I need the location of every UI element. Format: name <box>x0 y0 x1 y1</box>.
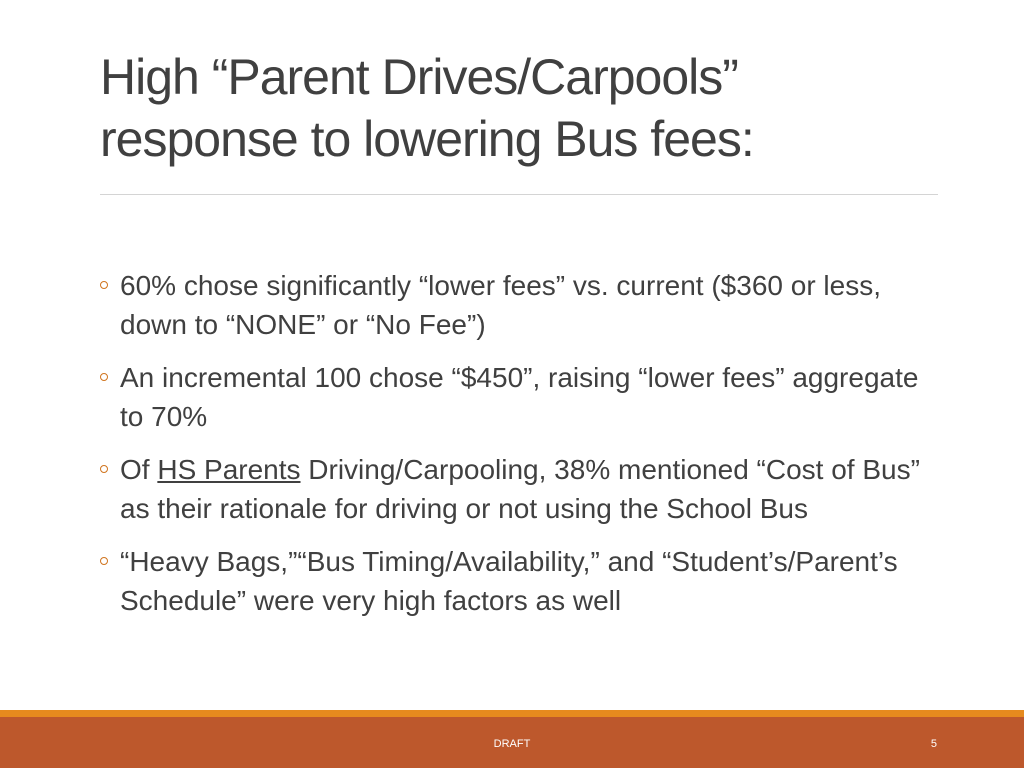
slide-title <box>100 46 940 170</box>
slide-title-line-1: High “Parent Drives/Carpools” <box>100 49 738 105</box>
bullet-item-3-prefix: Of <box>120 454 158 485</box>
slide-page-number: 5 <box>930 738 937 750</box>
hollow-circle-icon <box>100 281 108 289</box>
bullet-item-4-text: “Heavy Bags,”“Bus Timing/Availability,” and “Student’s/Parent’s Schedule” were very high factors as well <box>120 546 898 616</box>
bullet-item-3-suffix: Driving/Carpooling, 38% mentioned “Cost of Bus” as their rationale for driving or not using the School Bus <box>120 454 920 524</box>
bullet-item-2-text: An incremental 100 chose “$450”, raising “lower fees” aggregate to 70% <box>120 362 919 432</box>
bullet-item-2 <box>100 358 920 436</box>
footer-accent-stripe <box>0 710 1024 717</box>
bullet-item-3 <box>100 450 920 528</box>
title-divider <box>100 194 938 195</box>
hollow-circle-icon <box>100 557 108 565</box>
hollow-circle-icon <box>100 465 108 473</box>
bullet-list <box>100 266 920 634</box>
hollow-circle-icon <box>100 373 108 381</box>
bullet-item-1 <box>100 266 920 344</box>
bullet-item-1-text: 60% chose significantly “lower fees” vs. current ($360 or less, down to “NONE” or “No Fee”) <box>120 270 881 340</box>
bullet-item-4 <box>100 542 920 620</box>
slide-title-line-2: response to lowering Bus fees: <box>100 111 754 167</box>
bullet-item-3-underlined-text: HS Parents <box>157 454 301 485</box>
footer-draft-label: DRAFT <box>493 738 531 750</box>
